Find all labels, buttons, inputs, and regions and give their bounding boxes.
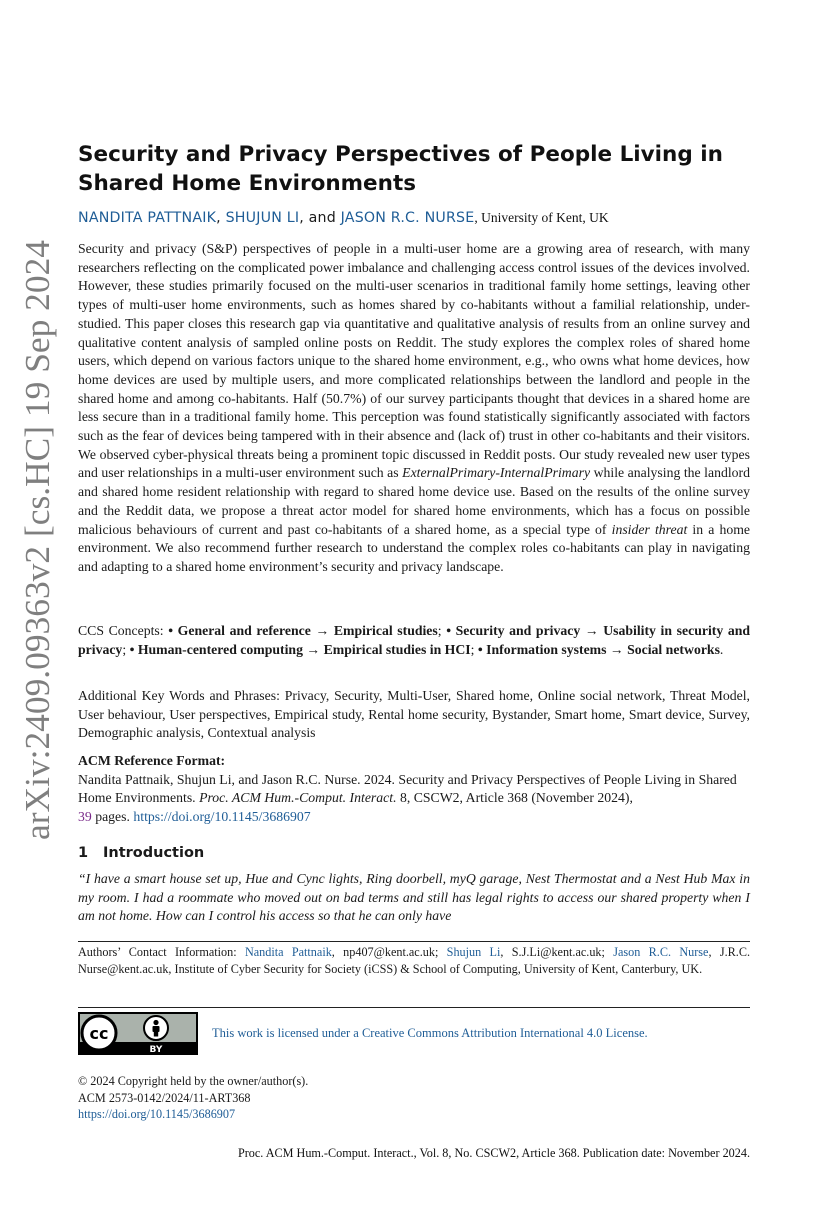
copyright-block [78,1073,750,1123]
author-link-nurse[interactable]: JASON R.C. NURSE [340,210,475,226]
abstract-text-3: in a home environment. We also recommend further research to understand the complex roles co-habitants can play in navigating and adapting to a shared home environment’s security and privacy landscape. [78,521,750,574]
acm-reference-heading: ACM Reference Format: [78,753,226,768]
keywords: Additional Key Words and Phrases: Privacy, Security, Multi-User, Shared home, Online social network, Threat Model, User behaviour, User perspectives, Empirical study, Rental home security, Bystander, Smart home, Smart device, Survey, Demographic analysis, Contextual analysis [78,688,750,741]
paper-title: Security and Privacy Perspectives of People Living in Shared Home Environments [78,142,723,196]
ccs-separator: ; [122,641,130,657]
abstract [78,240,750,577]
ccs-label: CCS Concepts: [78,623,169,638]
ccs-item: • General and reference → Empirical studies [168,623,438,638]
acm-reference-venue: Proc. ACM Hum.-Comput. Interact. [199,790,397,806]
author-contact-info [78,944,750,979]
copyright-line: © 2024 Copyright held by the owner/author(s). [78,1074,309,1088]
author-separator: , [216,210,226,226]
section-heading-introduction [78,845,750,861]
license-link[interactable]: This work is licensed under a Creative Commons Attribution International 4.0 License. [212,1026,648,1040]
ccs-separator: ; [437,623,447,638]
section-title: Introduction [103,845,205,861]
ccs-item: • Human-centered computing → Empirical studies in HCI [129,641,471,657]
abstract-text-1: Security and privacy (S&P) perspectives of people in a multi-user home are a growing area of research, with many researchers reflecting on the complicated power imbalance and challenging access control issues of the devices involved. However, these studies primarily focused on the multi-user scenarios in traditional family home settings, leaving other types of multi-user home environments, such as homes shared by co-habitants without a familial relationship, under-studied. This paper closes this research gap via quantitative and qualitative analysis of results from an online survey and qualitative content analysis of sampled online posts on Reddit. The study explores the complex roles of shared home users, which depend on various factors unique to the shared home environment, e.g., who owns what home devices, how home devices are used by multiple users, and more complicated relationships between the landlord and people in the shared home and among co-habitants. Half (50.7%) of our survey participants thought that devices in a shared home are less secure than in a traditional family home. This perception was found statistically significantly associated with factors such as the fear of devices being tampered with in their absence and (lack of) trust in other co-habitants and their visitors. We observed cyber-physical threats being a prominent topic discussed in Reddit posts. Our study revealed new user types and user relationships in a multi-user environment such as [78,241,750,481]
author-line [78,208,750,228]
cc-glyph: cc [89,1024,109,1043]
acm-reference-citation: Nandita Pattnaik, Shujun Li, and Jason R.C. Nurse. 2024. Security and Privacy Perspectives of People Living in Shared Home Environments. [78,771,737,806]
contact-link-li[interactable]: Shujun Li [446,945,501,959]
license-divider [78,1007,750,1008]
acm-reference-text [78,771,750,827]
contact-link-pattnaik[interactable]: Nandita Pattnaik [244,945,332,959]
arxiv-identifier: arXiv:2409.09363v2 [cs.HC] 19 Sep 2024 [18,246,57,840]
acm-article-id: ACM 2573-0142/2024/11-ART368 [78,1090,251,1105]
contact-label: Authors’ Contact Information: [78,945,245,959]
page-footer: Proc. ACM Hum.-Comput. Interact., Vol. 8, No. CSCW2, Article 368. Publication date: November 2024. [237,1146,750,1160]
ccs-item: • Security and privacy → Usability in security and privacy [78,623,751,657]
ccs-separator: ; [470,641,478,657]
author-link-pattnaik[interactable]: NANDITA PATTNAIK [78,210,217,226]
ccs-concepts [78,622,750,659]
contact-email-nurse: , J.R.C. Nurse@kent.ac.uk, Institute of Cyber Security for Society (iCSS) & School of Computing, University of Kent, Canterbury, UK. [78,945,750,977]
abstract-emphasis-1: ExternalPrimary-InternalPrimary [402,465,591,481]
page-count-link[interactable]: 39 [78,809,92,825]
author-link-li[interactable]: SHUJUN LI [225,210,300,226]
doi-link[interactable]: https://doi.org/10.1145/3686907 [133,809,311,825]
section-number: 1 [78,845,89,861]
contact-email-pattnaik: , np407@kent.ac.uk; [331,945,447,959]
acm-reference-pages-word: pages. [91,809,134,825]
author-separator: , and [299,210,341,226]
author-affiliation: , University of Kent, UK [474,210,609,225]
abstract-emphasis-2: insider threat [611,521,688,537]
acm-reference-volume: 8, CSCW2, Article 368 (November 2024), [396,790,633,806]
copyright-doi-link[interactable]: https://doi.org/10.1145/3686907 [78,1107,236,1121]
arxiv-stamp [11,240,59,840]
attribution-person-icon [144,1016,168,1040]
ccs-end: . [719,641,724,657]
intro-quote: “I have a smart house set up, Hue and Cync lights, Ring doorbell, myQ garage, Nest Thermostat and a Nest Hub Max in my room. I had a roommate who moved out on bad terms and still has legal rights to access our shared property when I am not home. How can I control his access so that he can only have [78,871,750,924]
footnote-divider [78,941,750,942]
ccs-item: • Information systems → Social networks [477,641,720,657]
cc-by-license-badge[interactable] [78,1012,198,1055]
by-label: BY [149,1045,163,1055]
creative-commons-icon [82,1016,116,1050]
contact-email-li: , S.J.Li@kent.ac.uk; [500,945,614,959]
acm-reference [78,752,750,827]
contact-link-nurse[interactable]: Jason R.C. Nurse [613,945,709,959]
abstract-text-2: while analysing the landlord and shared home resident relationship with regard to shared home device use. Based on the results of the online survey and the Reddit data, we propose a threat actor model for shared home environments, which has a focus on possible malicious behaviours of current and past co-habitants of a shared home, as a special type of [78,465,751,537]
